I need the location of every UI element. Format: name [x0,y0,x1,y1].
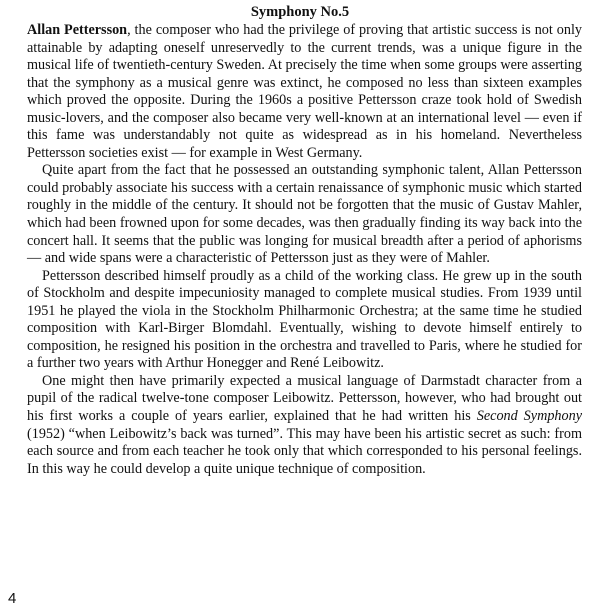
work-title: Second Symphony [476,408,582,425]
page-title: Symphony No.5 [250,4,350,20]
article-body [27,22,582,478]
paragraph-1 [27,22,582,162]
page-number: 4 [8,590,17,607]
paragraph-4-text-before: One might then have primarily expected a musical language of Darmstadt character from a pupil of the radical twelve-tone composer Leibowitz. Pettersson, however, who had brought out his first works a couple of years earlier, explained that he had written his [27,372,582,425]
paragraph-3: Pettersson described himself proudly as a child of the working class. He grew up in the south of Stockholm and despite impecuniosity managed to complete musical studies. From 1939 until 1951 he played the viola in the Stockholm Philharmonic Orchestra; at the same time he studied composition with Karl-Birger Blomdahl. Eventually, wishing to devote himself entirely to composition, he resigned his position in the orchestra and travelled to Paris, where he studied for a further two years with Arthur Honegger and René Leibowitz. [27,267,582,372]
paragraph-2: Quite apart from the fact that he possessed an outstanding symphonic talent, Allan Pettersson could probably associate his success with a certain renaissance of symphonic music which started roughly in the middle of the century. It should not be forgotten that the music of Gustav Mahler, which had been frowned upon for some decades, was then gradually finding its way back into the concert hall. It seems that the public was longing for musical breadth after a period of aphorisms — and wide spans were a characteristic of Pettersson just as they were of Mahler. [27,162,582,267]
paragraph-4-text-after: (1952) “when Leibowitz’s back was turned”. This may have been his artistic secret as such: from each source and from each teacher he took only that which corresponded to his personal feelings. In this way he could develop a quite unique technique of composition. [27,425,582,477]
paragraph-4 [27,373,582,478]
composer-name: Allan Pettersson [27,22,128,38]
paragraph-1-text: , the composer who had the privilege of proving that artistic success is not only attainable by adapting oneself unreservedly to the current trends, was a unique figure in the musical life of twentieth-century Sweden. At precisely the time when some groups were asserting that the symphony as a musical genre was extinct, he composed no less than sixteen examples which proved the opposite. During the 1960s a positive Pettersson craze took hold of Swedish music-lovers, and the composer also became very well-known at an international level — even if this fame was understandably not quite as widespread as in his homeland. Nevertheless Pettersson societies exist — for example in West Germany. [27,22,582,161]
